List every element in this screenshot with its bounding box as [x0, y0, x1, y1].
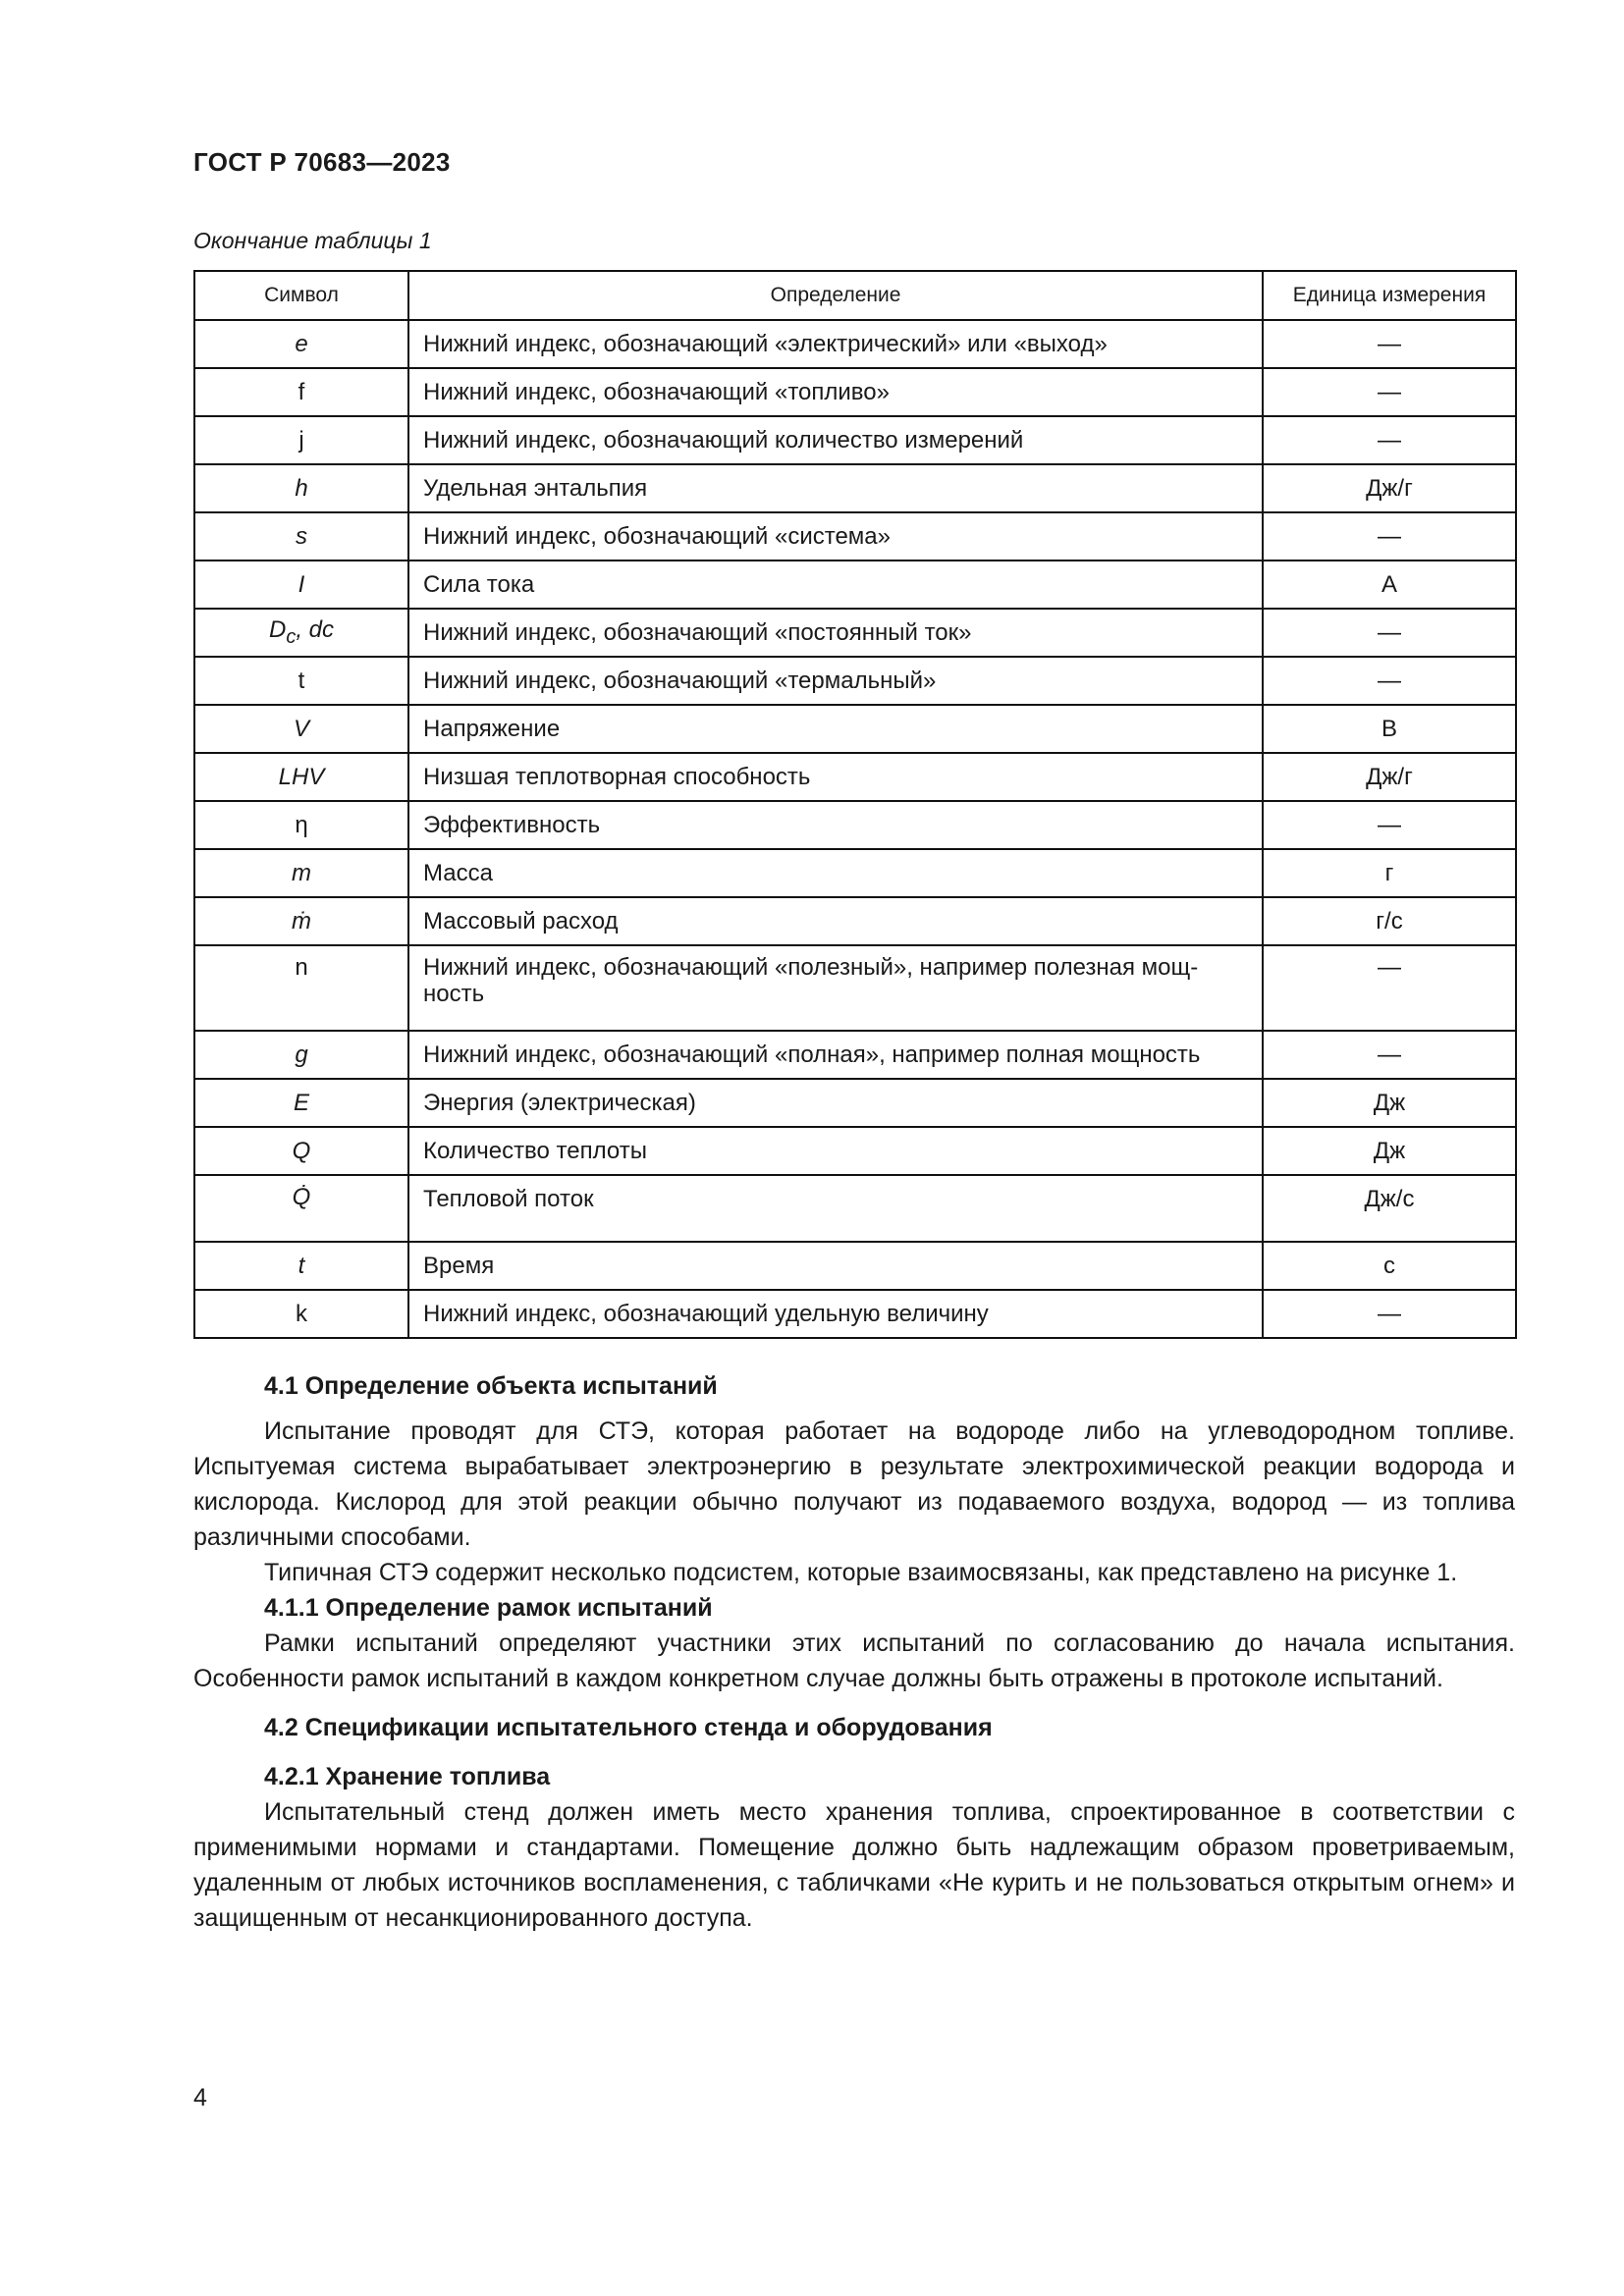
unit-cell: — — [1263, 657, 1516, 705]
symbols-table — [193, 270, 1517, 1339]
symbol-cell: t — [194, 1242, 408, 1290]
symbol-main: D — [268, 616, 287, 644]
definition-cell: Нижний индекс, обозначающий «топливо» — [408, 368, 1263, 416]
unit-cell: — — [1263, 1290, 1516, 1338]
unit-cell: — — [1263, 416, 1516, 464]
definition-cell: Количество теплоты — [408, 1127, 1263, 1175]
unit-cell: с — [1263, 1242, 1516, 1290]
symbol-cell — [194, 609, 408, 657]
section-4-1 — [193, 1368, 1515, 1936]
definition-cell: Нижний индекс, обозначающий «термальный» — [408, 657, 1263, 705]
paragraph: Испытание проводят для СТЭ, которая работает на водороде либо на углеводородном топливе. Испытуемая система вырабатывает электроэнергию в результате электрохимической реакции водорода и кислорода. Кислород для этой реакции обычно получают из подаваемого воздуха, водород — из топлива различными способами. — [193, 1417, 1515, 1551]
symbol-cell: n — [194, 945, 408, 1031]
definition-cell: Массовый расход — [408, 897, 1263, 945]
definition-cell: Сила тока — [408, 561, 1263, 609]
definition-cell: Низшая теплотворная способность — [408, 753, 1263, 801]
definition-cell: Тепловой поток — [408, 1175, 1263, 1242]
unit-cell: — — [1263, 320, 1516, 368]
table-caption: Окончание таблицы 1 — [193, 228, 432, 253]
symbol-subscript: c — [286, 625, 297, 648]
section-heading-4-1-1: 4.1.1 Определение рамок испытаний — [264, 1594, 713, 1622]
table-header-row — [194, 271, 1516, 320]
section-heading-4-2: 4.2 Спецификации испытательного стенда и оборудования — [264, 1714, 993, 1741]
section-heading-4-2-1: 4.2.1 Хранение топлива — [264, 1763, 551, 1790]
table-row — [194, 657, 1516, 705]
table-row — [194, 1175, 1516, 1242]
table-row — [194, 1242, 1516, 1290]
unit-cell: г — [1263, 849, 1516, 897]
table-row — [194, 753, 1516, 801]
definition-cell: Удельная энтальпия — [408, 464, 1263, 512]
table-row — [194, 416, 1516, 464]
symbol-cell: LHV — [194, 753, 408, 801]
definition-cell: Нижний индекс, обозначающий «постоянный ток» — [408, 609, 1263, 657]
symbol-cell: k — [194, 1290, 408, 1338]
table-row — [194, 945, 1516, 1031]
symbol-cell: f — [194, 368, 408, 416]
definition-cell: Нижний индекс, обозначающий «полная», например полная мощность — [408, 1031, 1263, 1079]
table-row — [194, 897, 1516, 945]
table-row — [194, 320, 1516, 368]
definition-cell: Нижний индекс, обозначающий удельную величину — [408, 1290, 1263, 1338]
document-code-header: ГОСТ Р 70683—2023 — [193, 147, 451, 177]
symbol-cell: g — [194, 1031, 408, 1079]
table-row — [194, 849, 1516, 897]
definition-cell: Время — [408, 1242, 1263, 1290]
unit-cell: — — [1263, 368, 1516, 416]
table-row — [194, 801, 1516, 849]
unit-cell: Дж/с — [1263, 1175, 1516, 1242]
definition-cell: Масса — [408, 849, 1263, 897]
table-row — [194, 705, 1516, 753]
symbol-cell: h — [194, 464, 408, 512]
definition-cell: Нижний индекс, обозначающий «система» — [408, 512, 1263, 561]
definition-cell: Нижний индекс, обозначающий количество измерений — [408, 416, 1263, 464]
table-row — [194, 1079, 1516, 1127]
unit-cell: Дж/г — [1263, 753, 1516, 801]
symbol-cell: e — [194, 320, 408, 368]
symbol-cell: I — [194, 561, 408, 609]
column-header-definition: Определение — [408, 271, 1263, 320]
table-row — [194, 368, 1516, 416]
unit-cell: А — [1263, 561, 1516, 609]
symbol-tail: , dc — [296, 616, 335, 644]
column-header-symbol: Символ — [194, 271, 408, 320]
unit-cell: г/с — [1263, 897, 1516, 945]
symbol-cell: t — [194, 657, 408, 705]
symbol-cell: m — [194, 849, 408, 897]
symbol-cell: j — [194, 416, 408, 464]
symbol-cell: η — [194, 801, 408, 849]
symbol-cell: Q — [194, 1127, 408, 1175]
symbol-cell: s — [194, 512, 408, 561]
symbol-cell: Q̇ — [194, 1175, 408, 1242]
definition-cell: Нижний индекс, обозначающий «электрический» или «выход» — [408, 320, 1263, 368]
table-row — [194, 1290, 1516, 1338]
table-row — [194, 1031, 1516, 1079]
paragraph: Типичная СТЭ содержит несколько подсистем, которые взаимосвязаны, как представлено на рисунке 1. — [264, 1559, 1458, 1586]
definition-cell: Напряжение — [408, 705, 1263, 753]
unit-cell: Дж — [1263, 1127, 1516, 1175]
column-header-unit: Единица измерения — [1263, 271, 1516, 320]
symbol-cell: ṁ — [194, 897, 408, 945]
symbol-cell: V — [194, 705, 408, 753]
symbol-cell: E — [194, 1079, 408, 1127]
unit-cell: — — [1263, 1031, 1516, 1079]
unit-cell: — — [1263, 609, 1516, 657]
table-row — [194, 609, 1516, 657]
table-row — [194, 464, 1516, 512]
paragraph: Испытательный стенд должен иметь место хранения топлива, спроектированное в соответствии с применимыми нормами и стандартами. Помещение должно быть надлежащим образом проветриваемым, удаленным от любых источников воспламенения, с табличками «Не курить и не пользоваться открытым огнем» и защищенным от несанкционированного доступа. — [193, 1798, 1515, 1932]
table-row — [194, 1127, 1516, 1175]
unit-cell: — — [1263, 945, 1516, 1031]
page-number: 4 — [193, 2084, 207, 2111]
table-row — [194, 512, 1516, 561]
definition-cell: Нижний индекс, обозначающий «полезный», например полезная мощ- ность — [408, 945, 1263, 1031]
definition-cell: Эффективность — [408, 801, 1263, 849]
section-heading-4-1: 4.1 Определение объекта испытаний — [264, 1372, 718, 1400]
unit-cell: Дж — [1263, 1079, 1516, 1127]
table-row — [194, 561, 1516, 609]
unit-cell: Дж/г — [1263, 464, 1516, 512]
definition-cell: Энергия (электрическая) — [408, 1079, 1263, 1127]
unit-cell: В — [1263, 705, 1516, 753]
unit-cell: — — [1263, 512, 1516, 561]
unit-cell: — — [1263, 801, 1516, 849]
paragraph: Рамки испытаний определяют участники этих испытаний по согласованию до начала испытания. Особенности рамок испытаний в каждом конкретном случае должны быть отражены в протоколе испытаний. — [193, 1629, 1515, 1692]
